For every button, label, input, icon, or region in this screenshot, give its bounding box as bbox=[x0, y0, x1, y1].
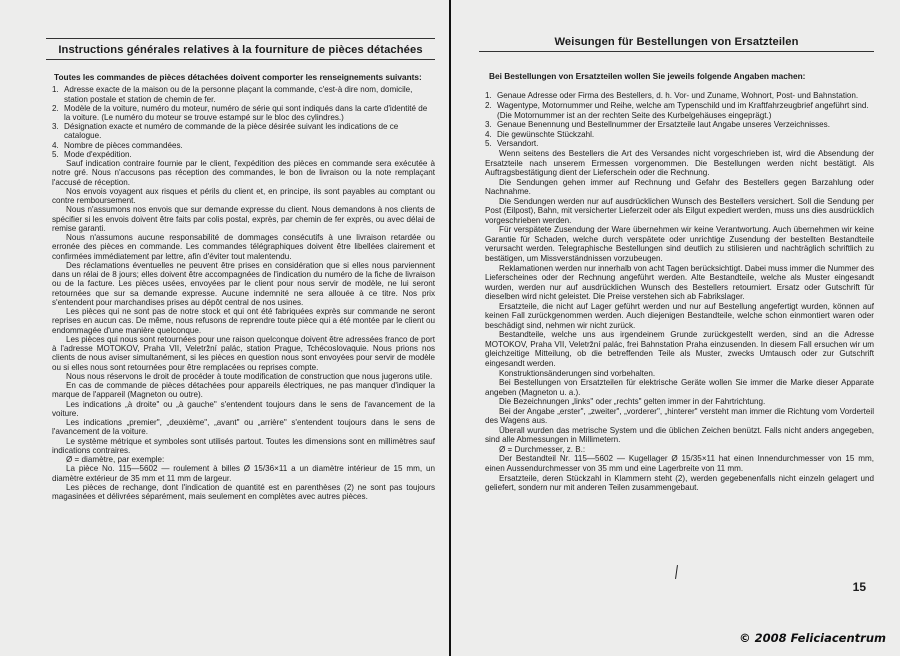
list-item: 3. Genaue Benennung und Bestellnummer der Ersatzteile laut Angabe unseres Verzeichnisses. bbox=[485, 120, 830, 130]
list-item: 2. Modèle de la voiture, numéro du moteur, numéro de série qui sont indiqués dans la carte d'identité de la voiture. (Le numéro du moteur se trouve estampé sur le bloc des cylindres.) bbox=[52, 103, 428, 123]
paragraph: Für verspätete Zusendung der Ware übernehmen wir keine Verantwortung. Auch übernehmen wir keine Garantie für Schaden, welche durch verspätete oder unrichtige Zusendung der bestellten Bestandteile verursacht werden. Telegraphische Bestellungen sind deutlich zu stilisieren und nachträglich schriftlich zu bestätigen, um Missverständnissen vorzubeugen. bbox=[485, 225, 874, 263]
paragraph: Nous n'assumons aucune responsabilité de dommages consécutifs à une livraison retardée ou erronée des pièces en commande. Les commandes télégraphiques doivent être libellées clairement et confirmées immédiatement par lettre, afin d'éviter tout malentendu. bbox=[52, 233, 435, 261]
paragraph: La pièce No. 115—5602 — roulement à billes Ø 15/36×11 a un diamètre intérieur de 15 mm, un diamètre extérieur de 35 mm et 11 mm de largeur. bbox=[52, 464, 435, 483]
paragraph: Ø = diamètre, par exemple: bbox=[66, 455, 165, 465]
paragraph: Les pièces qui nous sont retournées pour une raison quelconque doivent être adressées franco de port à l'adresse MOTOKOV, Praha VII, Veletržní palác, station Prague, Tchécoslovaquie. Nous prions nos clients de nous aviser simultanément, si les pièces en question nous sont envoyées pour servir de modèle ou si elles nous sont retournées pour être remplacées ou reprises compte. bbox=[52, 334, 435, 372]
right-page bbox=[451, 0, 900, 656]
paragraph: Konstruktionsänderungen sind vorbehalten. bbox=[499, 368, 656, 378]
paragraph: Les pièces qui ne sont pas de notre stock et qui ont été fabriquées exprès sur commande ne seront reprises en aucun cas. De même, nous refusons de reprendre toute pièce qui a été montée par le client ou endommagée d'une manière quelconque. bbox=[52, 307, 435, 335]
paragraph: Überall wurden das metrische System und die üblichen Zeichen benützt. Falls nicht anders angegeben, sind alle Abmessungen in Millimetern. bbox=[485, 425, 874, 445]
paragraph: Die Sendungen werden nur auf ausdrücklichen Wunsch des Bestellers versichert. Soll die Sendung per Post (Eilpost), Bahn, mit versicherter Lieferzeit oder als Eilgut expediert werden, muss uns dies ausdrücklich vorgeschrieben werden. bbox=[485, 196, 874, 225]
paragraph: Die Bezeichnungen „links" oder „rechts" gelten immer in der Fahrtrichtung. bbox=[499, 397, 766, 407]
paragraph: Bestandteile, welche uns aus irgendeinem Grunde zurückgestellt werden, sind an die Adresse MOTOKOV, Praha VII, Veletržní palác, frei Bahnstation Praha einzusenden. In diesem Fall ersuchen wir um gleichzeitige Mitteilung, ob die betreffenden Teile als Muster, zwecks Umtausch oder zur Gutschrift eingesandt werden. bbox=[485, 330, 874, 368]
page-number: 15 bbox=[852, 580, 866, 594]
list-item: 5. Versandort. bbox=[485, 139, 539, 149]
paragraph: Les pièces de rechange, dont l'indication de quantité est en parenthèses (2) ne sont pas toujours magasinées et délivrées séparément, mais seulement en complètes avec autres pièces. bbox=[52, 482, 435, 502]
list-item: 4. Nombre de pièces commandées. bbox=[52, 140, 183, 150]
list-item: 3. Désignation exacte et numéro de commande de la pièce désirée suivant les indications de ce catalogue. bbox=[52, 122, 399, 141]
right-page-intro: Bei Bestellungen von Ersatzteilen wollen Sie jeweils folgende Angaben machen: bbox=[489, 71, 806, 81]
right-requirements-list bbox=[485, 91, 874, 149]
paragraph: Bei Bestellungen von Ersatzteilen für elektrische Geräte wollen Sie immer die Marke dieser Apparate angeben (Magneton u. a.). bbox=[485, 378, 874, 397]
list-item: 5. Mode d'expédition. bbox=[52, 149, 132, 159]
paragraph: Les indications „premier", „deuxième", „avant" ou „arrière" s'entendent toujours dans le sens de l'avancement de la voiture. bbox=[52, 418, 435, 437]
left-page-body bbox=[46, 159, 435, 501]
list-item: 4. Die gewünschte Stückzahl. bbox=[485, 129, 595, 139]
paragraph: Nos envois voyagent aux risques et périls du client et, en principe, ils sont payables au comptant ou contre remboursement. bbox=[52, 186, 435, 206]
paragraph: Nous n'assumons nos envois que sur demande expresse du client. Nous demandons à nos clients de spécifier si les envois doivent être faits par colis postal, exprès, par chemin de fer exprès, ou avec délai de remise garanti. bbox=[52, 205, 435, 233]
paragraph: Des réclamations éventuelles ne peuvent être prises en considération que si elles nous parviennent dans un rélai de 8 jours; elles doivent être accompagnées de l'indication du numéro de la fiche de livraison ou de la facture. Les pièces usées, envoyées par le client pour nous servir de modèle, ne lui seront retournées que sur sa demande expresse. Aucune indemnité ne sera allouée à ce titre. Nos prix s'entendent pour marchandises prises au dépôt central de nos usines. bbox=[52, 260, 435, 307]
paragraph: Ersatzteile, deren Stückzahl in Klammern steht (2), werden gegebenenfalls nicht einzeln gelagert und geliefert, sondern nur mit anderen Teilen zusammengebaut. bbox=[485, 473, 874, 493]
right-page-body bbox=[479, 149, 874, 493]
left-page-intro: Toutes les commandes de pièces détachées doivent comporter les renseignements suivants: bbox=[54, 72, 422, 82]
paragraph: Nous nous réservons le droit de procéder à toute modification de construction que nous jugerons utile. bbox=[66, 371, 433, 381]
paragraph: Ø = Durchmesser, z. B.: bbox=[499, 444, 586, 454]
paragraph: Bei der Angabe „erster", „zweiter", „vorderer", „hinterer" versteht man immer die Richtung vom Vorderteil des Wagens aus. bbox=[485, 406, 874, 426]
copyright-notice: © 2008 Feliciacentrum bbox=[739, 631, 886, 645]
paragraph: Die Sendungen gehen immer auf Rechnung und Gefahr des Bestellers gegen Barzahlung oder Nachnahme. bbox=[485, 177, 874, 197]
paragraph: Reklamationen werden nur innerhalb von acht Tagen berücksichtigt. Dabei muss immer die Nummer des Lieferscheines oder der Rechnung angeführt werden. Alte Bestandteile, welche als Muster eingesandt wurden, werden nur auf ausdrücklichen Wunsch des Bestellers retourniert. Ersatz oder Gutschrift für dieselben wird nicht geleistet. Die Preise verstehen sich ab Fabrikslager. bbox=[485, 263, 874, 302]
paragraph: En cas de commande de pièces détachées pour appareils électriques, ne pas manquer d'indiquer la marque de l'appareil (Magneton ou outre). bbox=[52, 381, 435, 400]
paragraph: Le système métrique et symboles sont utilisés partout. Toutes les dimensions sont en millimètres sauf indications contraires. bbox=[52, 436, 435, 455]
list-item: 2. Wagentype, Motornummer und Reihe, welche am Typenschild und im Kraftfahrzeugbrief angeführt sind. (Die Motornummer ist an der rechten Seite des Kurbelgehäuses eingeprägt.) bbox=[485, 101, 869, 120]
left-page bbox=[0, 0, 449, 656]
list-item: 1. Adresse exacte de la maison ou de la personne plaçant la commande, c'est-à dire nom, domicile, station postale et station de chemin de fer. bbox=[52, 85, 413, 104]
paragraph: Sauf indication contraire fournie par le client, l'expédition des pièces en commande sera exécutée à notre gré. Nous n'accusons pas réception des commandes, le bon de livraison ou la note remplaçant l'accusé de réception. bbox=[52, 159, 435, 187]
paragraph: Les indications „à droite" ou „à gauche" s'entendent toujours dans le sens de l'avancement de la voiture. bbox=[52, 399, 435, 418]
left-requirements-list bbox=[52, 85, 435, 159]
list-item: 1. Genaue Adresse oder Firma des Bestellers, d. h. Vor- und Zuname, Wohnort, Post- und Bahnstation. bbox=[485, 91, 859, 101]
paragraph: Der Bestandteil Nr. 115—5602 — Kugellager Ø 15/35×11 hat einen Innendurchmesser von 15 mm, einen Aussendurchmesser von 35 mm und eine Lagerbreite von 11 mm. bbox=[485, 454, 874, 474]
paragraph: Wenn seitens des Bestellers die Art des Versandes nicht vorgeschrieben ist, wird die Absendung der Ersatzteile nach unserem Ermessen vorgenommen. Die Bestellungen werden nicht bestätigt. Als Auftragsbestätigung dient der Lieferschein oder die Rechnung. bbox=[485, 148, 874, 178]
right-page-title: Weisungen für Bestellungen von Ersatzteilen bbox=[479, 36, 874, 52]
left-page-title: Instructions générales relatives à la fourniture de pièces détachées bbox=[46, 38, 435, 60]
paragraph: Ersatzteile, die nicht auf Lager geführt werden und nur auf Bestellung angefertigt wurden, können auf keinen Fall zurückgenommen werden. Auch diejenigen Bestandteile, welche schon einmontiert waren oder beschädigt sind, nehmen wir nicht zurück. bbox=[485, 301, 874, 330]
